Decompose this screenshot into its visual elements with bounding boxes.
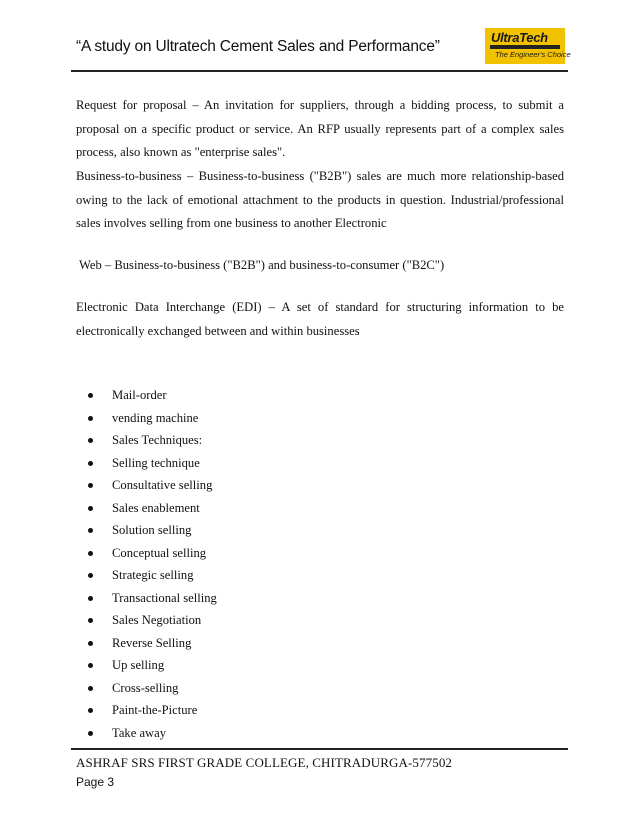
list-item — [88, 699, 217, 722]
list-item-text: Mail-order — [112, 388, 167, 402]
sales-bullet-list — [88, 384, 217, 744]
bullet-icon — [88, 506, 93, 511]
list-item-text: Selling technique — [112, 455, 200, 470]
list-item — [88, 497, 217, 520]
paragraph-edi: Electronic Data Interchange (EDI) – A set of standard for structuring information to be electronically exchanged between and within businesses — [76, 300, 564, 338]
bullet-icon — [88, 731, 93, 736]
list-item — [88, 429, 217, 452]
paragraph-b2b: Business-to-business – Business-to-business ("B2B") sales are much more relationship-based owing to the lack of emotional attachment to the products in question. Industrial/professional sales involves selling from one business to another Electronic — [76, 169, 564, 230]
bullet-icon — [88, 483, 93, 488]
list-item — [88, 564, 217, 587]
list-item-text: Sales enablement — [112, 500, 200, 515]
bullet-icon — [88, 618, 93, 623]
list-item — [88, 542, 217, 565]
list-item — [88, 609, 217, 632]
paragraph-web: Web – Business-to-business ("B2B") and business-to-consumer ("B2C") — [79, 258, 445, 272]
bullet-icon — [88, 528, 93, 533]
footer-divider — [71, 748, 568, 750]
footer-page-number: Page 3 — [76, 775, 115, 789]
list-item-text: Up selling — [112, 658, 165, 672]
list-item — [88, 384, 217, 407]
list-item — [88, 474, 217, 497]
list-item-text: Conceptual selling — [112, 545, 207, 560]
list-item — [88, 587, 217, 610]
list-item-text: Consultative selling — [112, 478, 213, 492]
list-item-text: Strategic selling — [112, 568, 194, 582]
list-item-text: Sales Negotiation — [112, 613, 202, 627]
bullet-icon — [88, 393, 93, 398]
logo-bar — [490, 45, 560, 49]
list-item — [88, 654, 217, 677]
logo-tagline: The Engineer's Choice — [495, 50, 571, 59]
list-item-text: Reverse Selling — [112, 635, 192, 650]
list-item-text: vending machine — [112, 410, 199, 425]
header-divider — [71, 70, 568, 72]
list-item-text: Take away — [112, 725, 167, 740]
bullet-icon — [88, 641, 93, 646]
list-item-text: Paint-the-Picture — [112, 703, 198, 717]
bullet-icon — [88, 708, 93, 713]
footer-college: ASHRAF SRS FIRST GRADE COLLEGE, CHITRADURGA-577502 — [76, 755, 453, 770]
list-item-text: Sales Techniques: — [112, 433, 203, 447]
list-item — [88, 722, 217, 745]
list-item — [88, 632, 217, 655]
list-item — [88, 407, 217, 430]
list-item-text: Transactional selling — [112, 590, 217, 605]
bullet-icon — [88, 596, 93, 601]
list-item — [88, 519, 217, 542]
document-header-title: “A study on Ultratech Cement Sales and Performance” — [76, 38, 440, 55]
list-item-text: Solution selling — [112, 523, 192, 537]
bullet-icon — [88, 461, 93, 466]
bullet-icon — [88, 416, 93, 421]
paragraph-rfp: Request for proposal – An invitation for suppliers, through a bidding process, to submit a proposal on a specific product or service. An RFP usually represents part of a complex sales process, also known as "enterprise sales". — [76, 98, 564, 159]
bullet-icon — [88, 686, 93, 691]
list-item-text: Cross-selling — [112, 680, 179, 695]
ultratech-logo — [485, 28, 571, 64]
list-item — [88, 452, 217, 475]
bullet-icon — [88, 551, 93, 556]
logo-brand-text: UltraTech — [491, 30, 548, 45]
bullet-icon — [88, 663, 93, 668]
bullet-icon — [88, 573, 93, 578]
bullet-icon — [88, 438, 93, 443]
list-item — [88, 677, 217, 700]
